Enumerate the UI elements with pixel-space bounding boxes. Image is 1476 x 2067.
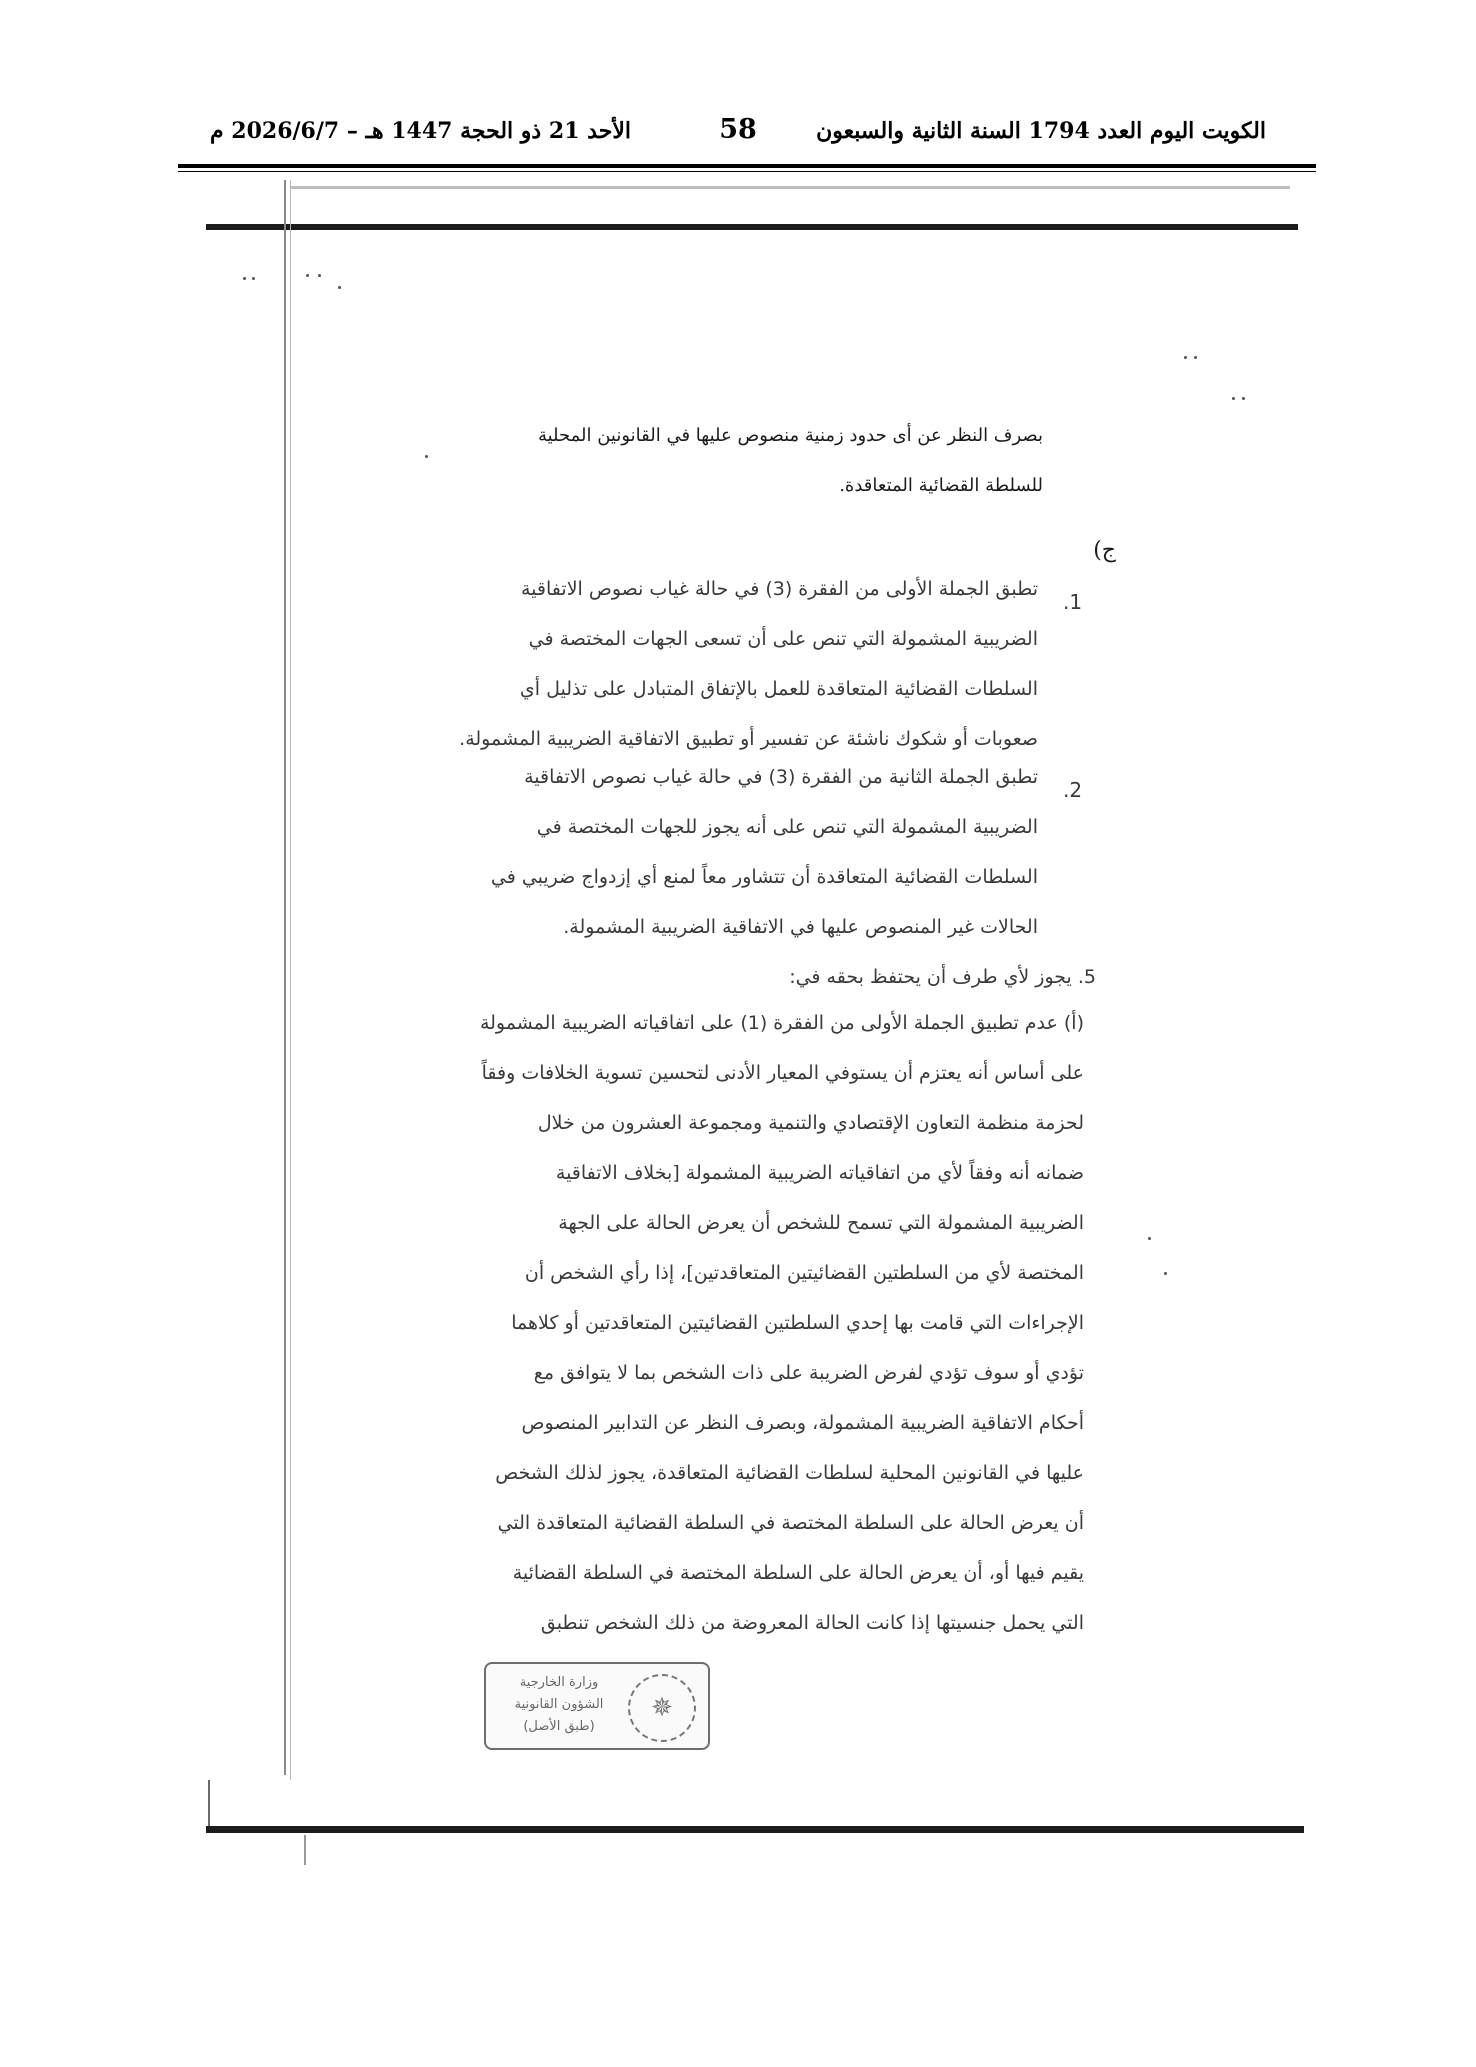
stamp-text xyxy=(494,1672,624,1738)
scan-frame-bottom xyxy=(206,1826,1304,1833)
item-1-number: .1 xyxy=(1063,590,1083,614)
item-2-line: الضريبية المشمولة التي تنص على أنه يجوز للجهات المختصة في xyxy=(536,816,1038,838)
scan-speck xyxy=(425,455,428,458)
scan-speck xyxy=(318,274,321,277)
scan-frame-top xyxy=(206,224,1298,230)
ministry-stamp xyxy=(484,1662,710,1750)
header-issue-info: الكويت اليوم العدد 1794 السنة الثانية والسبعون xyxy=(816,118,1266,144)
scan-speck xyxy=(252,277,255,280)
para-5a-line: ضمانه أنه وفقاً لأي من اتفاقياته الضريبية المشمولة [بخلاف الاتفاقية xyxy=(555,1162,1084,1184)
scan-margin-line xyxy=(284,180,286,1775)
scan-speck xyxy=(1184,356,1187,359)
item-2-number: .2 xyxy=(1063,778,1083,802)
scan-speck xyxy=(1148,1237,1151,1240)
scan-speck xyxy=(1232,397,1235,400)
item-2-line: الحالات غير المنصوص عليها في الاتفاقية الضريبية المشمولة. xyxy=(563,916,1038,938)
header-rule-thick xyxy=(178,164,1316,168)
header-date: الأحد 21 ذو الحجة 1447 هـ – 2026/6/7 م xyxy=(210,118,631,144)
seal-icon: ✵ xyxy=(628,1674,696,1742)
header-rule-thin xyxy=(178,171,1316,172)
intro-line-2: للسلطة القضائية المتعاقدة. xyxy=(839,475,1043,496)
page-number: 58 xyxy=(719,114,757,145)
item-2-line: السلطات القضائية المتعاقدة أن تتشاور معاً لمنع أي إزدواج ضريبي في xyxy=(490,866,1038,888)
scan-speck xyxy=(1242,397,1245,400)
scan-frame-corner xyxy=(208,1780,210,1830)
item-1-line: صعوبات أو شكوك ناشئة عن تفسير أو تطبيق الاتفاقية الضريبية المشمولة. xyxy=(459,728,1038,750)
para-5a-line: الإجراءات التي قامت بها إحدي السلطتين القضائيتين المتعاقدتين أو كلاهما xyxy=(511,1312,1084,1334)
para-5a-line: أن يعرض الحالة على السلطة المختصة في السلطة القضائية المتعاقدة التي xyxy=(497,1512,1084,1534)
scan-speck xyxy=(243,277,246,280)
item-1-line: السلطات القضائية المتعاقدة للعمل بالإتفاق المتبادل على تذليل أي xyxy=(519,678,1038,700)
scan-margin-tail xyxy=(304,1835,306,1865)
stamp-line-1: وزارة الخارجية xyxy=(519,1675,599,1690)
para-5a-line: المختصة لأي من السلطتين القضائيتين المتعاقدتين]، إذا رأي الشخص أن xyxy=(524,1262,1084,1284)
page-header xyxy=(0,0,1476,170)
item-1-line: الضريبية المشمولة التي تنص على أن تسعى الجهات المختصة في xyxy=(528,628,1038,650)
stamp-line-3: (طبق الأصل) xyxy=(523,1719,595,1734)
scan-speck xyxy=(1164,1272,1167,1275)
para-5-heading: 5. يجوز لأي طرف أن يحتفظ بحقه في: xyxy=(789,966,1096,988)
para-5a-line: يقيم فيها أو، أن يعرض الحالة على السلطة المختصة في السلطة القضائية xyxy=(512,1562,1084,1584)
para-5a-line: تؤدي أو سوف تؤدي لفرض الضريبة على ذات الشخص بما لا يتوافق مع xyxy=(533,1362,1084,1384)
item-1-line: تطبق الجملة الأولى من الفقرة (3) في حالة غياب نصوص الاتفاقية xyxy=(521,578,1038,600)
scan-margin-line-2 xyxy=(290,180,291,1780)
scan-speck xyxy=(306,274,309,277)
para-5a-line: أحكام الاتفاقية الضريبية المشمولة، وبصرف النظر عن التدابير المنصوص xyxy=(521,1412,1084,1434)
para-5a-line: لحزمة منظمة التعاون الإقتصادي والتنمية ومجموعة العشرون من خلال xyxy=(537,1112,1084,1134)
para-5a-line: (أ) عدم تطبيق الجملة الأولى من الفقرة (1) على اتفاقياته الضريبية المشمولة xyxy=(479,1012,1084,1034)
para-5a-line: التي يحمل جنسيتها إذا كانت الحالة المعروضة من ذلك الشخص تنطبق xyxy=(540,1612,1084,1634)
scan-speck xyxy=(1194,356,1197,359)
scan-speck xyxy=(338,286,341,289)
scan-top-shadow xyxy=(290,186,1290,189)
para-5a-line: عليها في القانونين المحلية لسلطات القضائية المتعاقدة، يجوز لذلك الشخص xyxy=(495,1462,1084,1484)
stamp-line-2: الشؤون القانونية xyxy=(514,1697,604,1712)
para-5a-line: الضريبية المشمولة التي تسمح للشخص أن يعرض الحالة على الجهة xyxy=(558,1212,1084,1234)
section-c-label: ج) xyxy=(1093,538,1116,563)
item-2-line: تطبق الجملة الثانية من الفقرة (3) في حالة غياب نصوص الاتفاقية xyxy=(524,766,1038,788)
intro-line-1: بصرف النظر عن أى حدود زمنية منصوص عليها في القانونين المحلية xyxy=(537,425,1043,446)
para-5a-line: على أساس أنه يعتزم أن يستوفي المعيار الأدنى لتحسين تسوية الخلافات وفقاً xyxy=(481,1062,1084,1084)
